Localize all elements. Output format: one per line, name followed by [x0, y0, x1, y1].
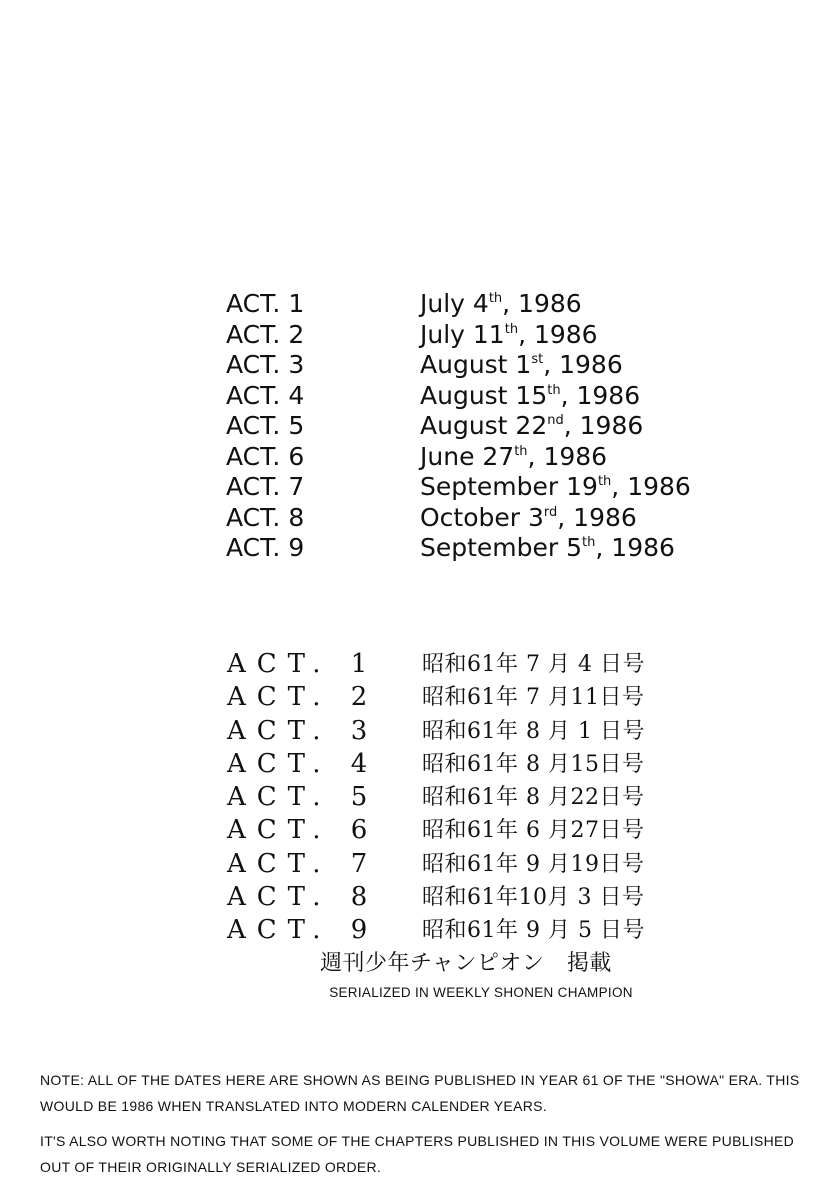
act-label: ACT. 8	[227, 882, 379, 913]
date-text: August 15	[420, 380, 548, 410]
date-text: July 4	[420, 289, 489, 318]
act-label: ACT. 3	[226, 350, 305, 379]
date-year: , 1986	[563, 411, 644, 440]
japanese-publication-date: 昭和61年 9 月 5 日号	[422, 918, 645, 944]
ordinal-suffix: rd	[543, 504, 558, 520]
act-label: ACT. 1	[227, 649, 379, 679]
act-label: ACT. 6	[226, 441, 305, 471]
act-label: ACT. 4	[227, 748, 379, 779]
date-text: June 27	[420, 441, 515, 471]
date-year: , 1986	[557, 502, 637, 532]
date-year: , 1986	[595, 533, 675, 562]
japanese-publication-date: 昭和61年 7 月11日号	[422, 685, 645, 711]
act-label: ACT. 4	[226, 380, 305, 410]
ordinal-suffix: th	[488, 291, 503, 306]
publication-order-note: IT'S ALSO WORTH NOTING THAT SOME OF THE CHAPTERS PUBLISHED IN THIS VOLUME WERE PUBLISHED OUT OF THEIR ORIGINALLY SERIALIZED ORDER.	[40, 1133, 795, 1175]
date-year: , 1986	[611, 472, 691, 501]
act-label: ACT. 2	[227, 682, 379, 713]
japanese-publication-date: 昭和61年 7 月 4 日号	[422, 652, 645, 677]
ordinal-suffix: th	[582, 535, 596, 550]
date-year: , 1986	[543, 350, 623, 379]
date-text: August 22	[420, 411, 548, 440]
japanese-serialization-credit: 週刊少年チャンピオン 掲載	[320, 951, 612, 976]
ordinal-suffix: nd	[547, 413, 564, 428]
act-label: ACT. 2	[226, 319, 305, 349]
ordinal-suffix: th	[597, 474, 612, 489]
japanese-publication-date: 昭和61年 8 月22日号	[422, 785, 645, 811]
date-text: August 1	[420, 350, 532, 379]
ordinal-suffix: th	[514, 443, 528, 459]
act-label: ACT. 9	[227, 915, 379, 946]
ordinal-suffix: th	[547, 382, 561, 398]
act-label: ACT. 5	[227, 782, 379, 813]
date-text: September 19	[420, 472, 598, 501]
ordinal-suffix: th	[504, 321, 519, 337]
act-label: ACT. 8	[226, 502, 305, 532]
publication-date	[420, 533, 675, 569]
japanese-publication-date: 昭和61年 8 月15日号	[422, 751, 645, 777]
date-year: , 1986	[560, 380, 641, 410]
act-label: ACT. 7	[226, 472, 305, 501]
date-text: September 5	[420, 533, 583, 562]
ordinal-suffix: st	[531, 352, 544, 367]
japanese-publication-date: 昭和61年10月 3 日号	[422, 885, 645, 911]
act-label: ACT. 1	[226, 289, 305, 318]
date-text: July 11	[420, 319, 505, 349]
serialization-credit: SERIALIZED IN WEEKLY SHONEN CHAMPION	[329, 985, 633, 1000]
act-label: ACT. 5	[226, 411, 305, 440]
act-label: ACT. 6	[227, 815, 379, 846]
act-label: ACT. 3	[227, 715, 379, 746]
japanese-publication-date: 昭和61年 6 月27日号	[422, 818, 645, 844]
date-text: October 3	[420, 502, 544, 532]
act-label: ACT. 7	[227, 848, 379, 879]
japanese-publication-date: 昭和61年 8 月 1 日号	[422, 718, 645, 744]
act-label: ACT. 9	[226, 533, 305, 562]
date-year: , 1986	[527, 441, 608, 471]
date-year: , 1986	[518, 319, 598, 349]
date-year: , 1986	[502, 289, 582, 318]
translation-note: NOTE: ALL OF THE DATES HERE ARE SHOWN AS BEING PUBLISHED IN YEAR 61 OF THE "SHOWA" ERA. THIS WOULD BE 1986 WHEN TRANSLATED INTO MODERN CALENDER YEARS.	[40, 1072, 800, 1114]
japanese-publication-date: 昭和61年 9 月19日号	[422, 851, 645, 877]
